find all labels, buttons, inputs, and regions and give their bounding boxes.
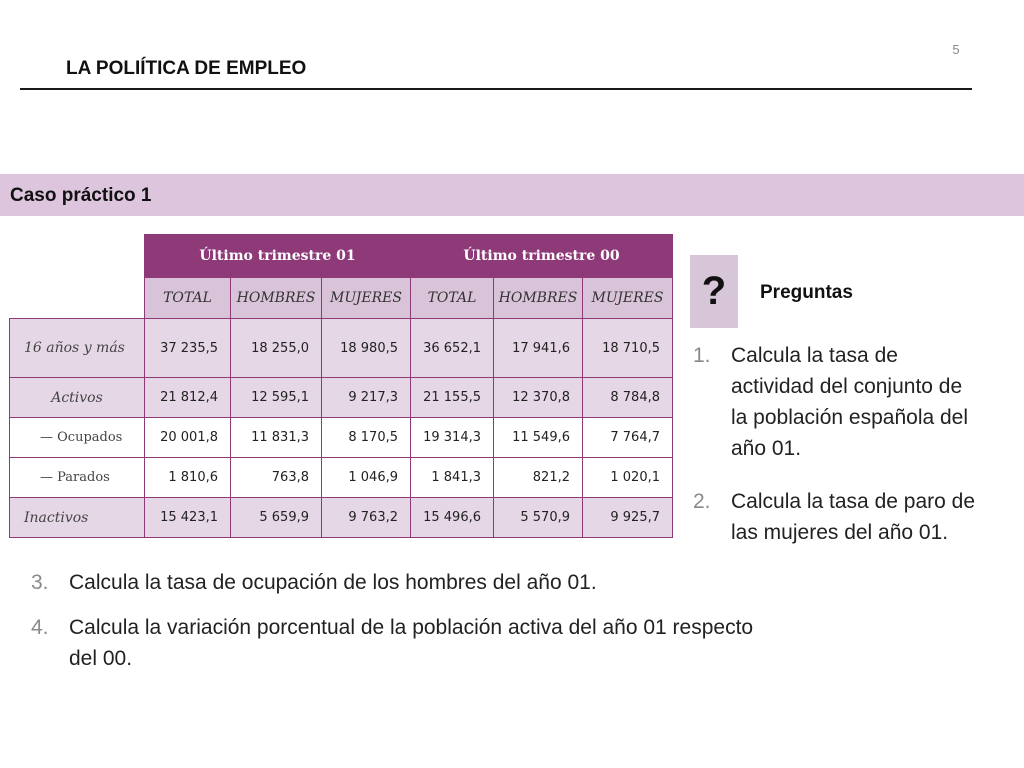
table-cell: 9 217,3 [322,378,411,418]
table-cell: 37 235,5 [145,319,231,378]
table-cell: 21 155,5 [411,378,494,418]
row-label: Inactivos [10,498,145,538]
table-cell: 18 980,5 [322,319,411,378]
column-header: TOTAL [411,278,494,319]
table-cell: 7 764,7 [583,418,673,458]
slide-title: LA POLIÍTICA DE EMPLEO [66,58,307,79]
table-corner [10,235,145,278]
table-row [10,498,673,538]
table-cell: 1 841,3 [411,458,494,498]
question-list-bottom [31,567,771,674]
table-cell: 18 255,0 [231,319,322,378]
question-number: 4. [31,616,49,639]
row-label: — Parados [10,458,145,498]
table-cell: 18 710,5 [583,319,673,378]
table-row [10,458,673,498]
question-text: Calcula la variación porcentual de la población activa del año 01 respecto del 00. [69,616,754,670]
slide-number: 5 [952,42,960,57]
table-row [10,319,673,378]
row-label: Activos [10,378,145,418]
table-cell: 36 652,1 [411,319,494,378]
table-cell: 9 763,2 [322,498,411,538]
case-label: Caso práctico 1 [10,185,152,206]
table-cell: 19 314,3 [411,418,494,458]
employment-table [9,234,673,538]
table-cell: 5 659,9 [231,498,322,538]
table-cell: 763,8 [231,458,322,498]
table-cell: 15 423,1 [145,498,231,538]
question-item [693,340,983,464]
table-cell: 5 570,9 [494,498,583,538]
table-cell: 8 784,8 [583,378,673,418]
table-cell: 12 595,1 [231,378,322,418]
row-label: — Ocupados [10,418,145,458]
table-cell: 15 496,6 [411,498,494,538]
table-corner [10,278,145,319]
table-cell: 21 812,4 [145,378,231,418]
question-text: Calcula la tasa de actividad del conjunto de la población española del año 01. [731,344,969,460]
question-text: Calcula la tasa de ocupación de los hombres del año 01. [69,571,597,594]
title-divider [20,88,972,90]
table-cell: 1 046,9 [322,458,411,498]
question-text: Calcula la tasa de paro de las mujeres del año 01. [731,490,975,544]
group-header: Último trimestre 00 [411,235,673,278]
table-row [10,418,673,458]
table-cell: 9 925,7 [583,498,673,538]
column-header: HOMBRES [231,278,322,319]
column-header: HOMBRES [494,278,583,319]
question-mark-icon: ? [690,255,738,328]
group-header: Último trimestre 01 [145,235,411,278]
table-cell: 821,2 [494,458,583,498]
question-number: 2. [693,490,711,513]
question-item [31,567,771,598]
table-cell: 12 370,8 [494,378,583,418]
table-cell: 1 810,6 [145,458,231,498]
table-cell: 11 831,3 [231,418,322,458]
column-header: MUJERES [322,278,411,319]
table-cell: 8 170,5 [322,418,411,458]
question-item [693,486,983,548]
table-cell: 20 001,8 [145,418,231,458]
question-list [693,340,983,548]
question-item [31,612,771,674]
table-cell: 1 020,1 [583,458,673,498]
table-cell: 17 941,6 [494,319,583,378]
case-band [0,174,1024,216]
questions-title: Preguntas [760,282,853,303]
table-cell: 11 549,6 [494,418,583,458]
question-number: 1. [693,344,711,367]
table-row [10,378,673,418]
question-number: 3. [31,571,49,594]
row-label: 16 años y más [10,319,145,378]
column-header: MUJERES [583,278,673,319]
column-header: TOTAL [145,278,231,319]
